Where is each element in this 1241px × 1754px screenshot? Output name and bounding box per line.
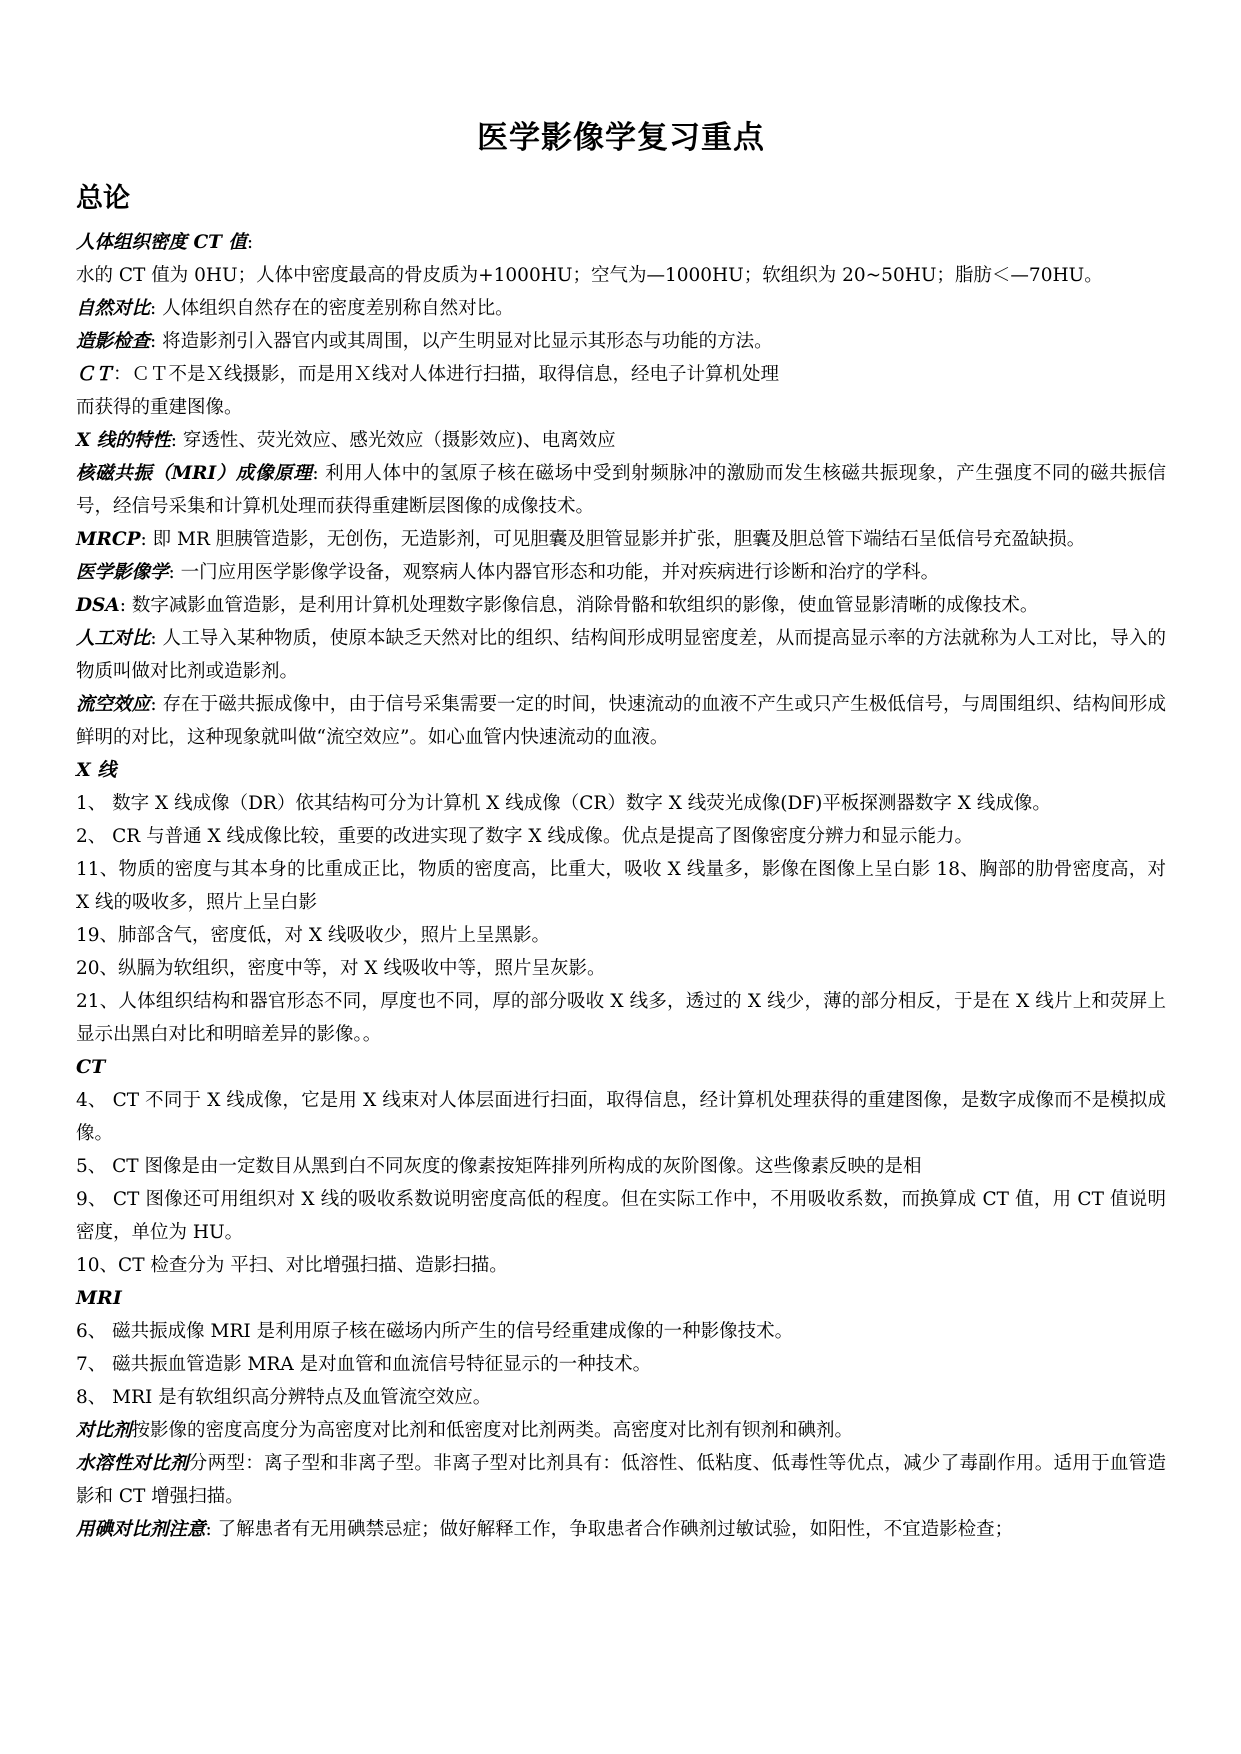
paragraph-text: 穿透性、荧光效应、感光效应（摄影效应)、电离效应 <box>182 430 616 451</box>
term-separator: : <box>170 430 183 451</box>
term-label: 造影检查 <box>76 331 151 352</box>
subsection-heading: X 线 <box>76 759 117 781</box>
paragraph-text: 21、人体组织结构和器官形态不同，厚度也不同，厚的部分吸收 X 线多，透过的 X 线少，薄的部分相反，于是在 X 线片上和荧屏上显示出黑白对比和明暗差异的影像。。 <box>76 991 1166 1045</box>
paragraph-text: 5、 CT 图像是由一定数目从黑到白不同灰度的像素按矩阵排列所构成的灰阶图像。这些像素反映的是相 <box>76 1156 922 1177</box>
paragraph <box>76 985 1166 1051</box>
paragraph-text: 11、物质的密度与其本身的比重成正比，物质的密度高，比重大，吸收 X 线量多，影像在图像上呈白影 18、胸部的肋骨密度高，对 X 线的吸收多，照片上呈白影 <box>76 859 1166 913</box>
paragraph <box>76 556 1166 589</box>
paragraph <box>76 391 1166 424</box>
paragraph-text: 按影像的密度高度分为高密度对比剂和低密度对比剂两类。高密度对比剂有钡剂和碘剂。 <box>131 1420 854 1441</box>
paragraph <box>76 853 1166 919</box>
paragraph-text: 数字减影血管造影，是利用计算机处理数字影像信息，消除骨骼和软组织的影像，使血管显影清晰的成像技术。 <box>131 595 1039 616</box>
paragraph-text: 而获得的重建图像。 <box>76 397 243 418</box>
term-separator: : <box>205 1519 218 1540</box>
paragraph <box>76 424 1166 457</box>
paragraph <box>76 259 1166 292</box>
paragraph-text: 将造影剂引入器官内或其周围，以产生明显对比显示其形态与功能的方法。 <box>162 331 773 352</box>
term-label: 自然对比 <box>76 298 151 319</box>
paragraph <box>76 1249 1166 1282</box>
paragraph <box>76 523 1166 556</box>
paragraph <box>76 1447 1166 1513</box>
paragraph <box>76 1348 1166 1381</box>
paragraph <box>76 292 1166 325</box>
paragraph-text: 10、CT 检查分为 平扫、对比增强扫描、造影扫描。 <box>76 1255 508 1276</box>
paragraph <box>76 1084 1166 1150</box>
term-separator: ： <box>113 364 132 385</box>
document-title: 医学影像学复习重点 <box>477 120 765 156</box>
subsection-heading: MRI <box>76 1287 122 1309</box>
term-separator: : <box>150 694 163 715</box>
paragraph-text: 存在于磁共振成像中，由于信号采集需要一定的时间，快速流动的血液不产生或只产生极低信号，与周围组织、结构间形成鲜明的对比，这种现象就叫做“流空效应”。如心血管内快速流动的血液。 <box>76 694 1166 748</box>
paragraph <box>76 589 1166 622</box>
paragraph <box>76 325 1166 358</box>
term-label: 水溶性对比剂 <box>76 1453 189 1474</box>
paragraph <box>76 358 1166 391</box>
paragraph-text: 7、 磁共振血管造影 MRA 是对血管和血流信号特征显示的一种技术。 <box>76 1354 652 1375</box>
term-label: DSA <box>76 595 120 616</box>
paragraph <box>76 688 1166 754</box>
term-separator: : <box>150 628 163 649</box>
paragraph-text: 20、纵膈为软组织，密度中等，对 X 线吸收中等，照片呈灰影。 <box>76 958 606 979</box>
paragraph <box>76 226 1166 259</box>
term-separator: : <box>140 529 153 550</box>
paragraph-text: 4、 CT 不同于 X 线成像，它是用 X 线束对人体层面进行扫面，取得信息，经计算机处理获得的重建图像，是数字成像而不是模拟成像。 <box>76 1090 1166 1144</box>
paragraph-text: 一门应用医学影像学设备，观察病人体内器官形态和功能，并对疾病进行诊断和治疗的学科。 <box>180 562 940 583</box>
paragraph <box>76 1315 1166 1348</box>
term-label: 对比剂 <box>76 1420 132 1441</box>
term-separator: : <box>246 232 254 253</box>
paragraph <box>76 622 1166 688</box>
section-heading: 总论 <box>76 183 130 214</box>
paragraph-text: ＣＴ不是Ｘ线摄影，而是用Ｘ线对人体进行扫描，取得信息，经电子计算机处理 <box>131 364 780 385</box>
term-separator: : <box>119 595 132 616</box>
paragraph-text: 水的 CT 值为 0HU；人体中密度最高的骨皮质为+1000HU；空气为—1000HU；软组织为 20~50HU；脂肪＜—70HU。 <box>76 265 1103 286</box>
paragraph <box>76 952 1166 985</box>
term-label: X 线的特性 <box>76 430 171 451</box>
term-label: 人体组织密度 CT 值 <box>76 232 247 253</box>
paragraph-text: 8、 MRI 是有软组织高分辨特点及血管流空效应。 <box>76 1387 492 1408</box>
paragraph-text: 即 MR 胆胰管造影，无创伤，无造影剂，可见胆囊及胆管显影并扩张，胆囊及胆总管下端结石呈低信号充盈缺损。 <box>152 529 1086 550</box>
paragraph-text: 人体组织自然存在的密度差别称自然对比。 <box>162 298 514 319</box>
paragraph-text: 了解患者有无用碘禁忌症；做好解释工作，争取患者合作碘剂过敏试验，如阳性，不宜造影检查； <box>217 1519 1014 1540</box>
term-label: MRCP <box>76 529 141 550</box>
term-label: ＣＴ <box>76 364 114 385</box>
term-separator: : <box>150 331 163 352</box>
paragraph-text: 分两型：离子型和非离子型。非离子型对比剂具有：低溶性、低粘度、低毒性等优点，减少了毒副作用。适用于血管造影和 CT 增强扫描。 <box>76 1453 1166 1507</box>
paragraph-text: 人工导入某种物质，使原本缺乏天然对比的组织、结构间形成明显密度差，从而提高显示率的方法就称为人工对比，导入的物质叫做对比剂或造影剂。 <box>76 628 1166 682</box>
term-label: 医学影像学 <box>76 562 169 583</box>
term-label: 核磁共振（MRI）成像原理 <box>76 463 313 484</box>
term-separator: : <box>150 298 163 319</box>
paragraph <box>76 1150 1166 1183</box>
paragraph <box>76 1183 1166 1249</box>
paragraph-text: 1、 数字 X 线成像（DR）依其结构可分为计算机 X 线成像（CR）数字 X 线荧光成像(DF)平板探测器数字 X 线成像。 <box>76 793 1051 814</box>
paragraph <box>76 820 1166 853</box>
paragraph-text: 6、 磁共振成像 MRI 是利用原子核在磁场内所产生的信号经重建成像的一种影像技术。 <box>76 1321 794 1342</box>
paragraph-text: 利用人体中的氢原子核在磁场中受到射频脉冲的激励而发生核磁共振现象，产生强度不同的磁共振信号，经信号采集和计算机处理而获得重建断层图像的成像技术。 <box>76 463 1166 517</box>
term-separator: : <box>168 562 181 583</box>
term-separator: : <box>312 463 326 484</box>
subsection-heading: CT <box>76 1056 106 1078</box>
term-label: 用碘对比剂注意 <box>76 1519 206 1540</box>
term-label: 流空效应 <box>76 694 151 715</box>
paragraph <box>76 919 1166 952</box>
paragraph-text: 19、肺部含气，密度低，对 X 线吸收少，照片上呈黑影。 <box>76 925 550 946</box>
term-label: 人工对比 <box>76 628 151 649</box>
paragraph-text: 9、 CT 图像还可用组织对 X 线的吸收系数说明密度高低的程度。但在实际工作中，不用吸收系数，而换算成 CT 值，用 CT 值说明密度，单位为 HU。 <box>76 1189 1166 1243</box>
paragraph-text: 2、 CR 与普通 X 线成像比较，重要的改进实现了数字 X 线成像。优点是提高了图像密度分辨力和显示能力。 <box>76 826 973 847</box>
document-body <box>76 226 1166 1546</box>
paragraph <box>76 1414 1166 1447</box>
paragraph <box>76 1513 1166 1546</box>
paragraph <box>76 1381 1166 1414</box>
paragraph <box>76 457 1166 523</box>
paragraph <box>76 787 1166 820</box>
